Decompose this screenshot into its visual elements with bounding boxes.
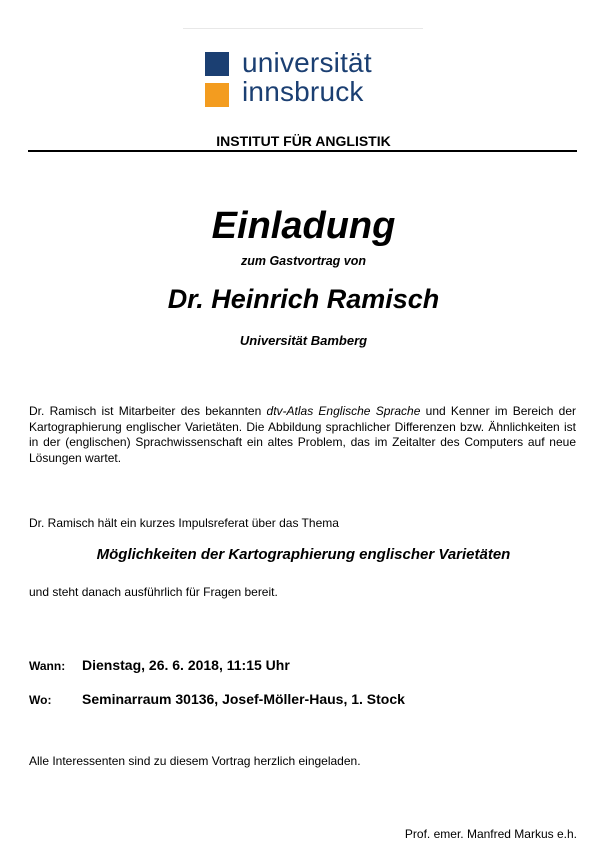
intro-text-after: und Kenner im Bereich der Kartographierung englischer Varietäten. Die Abbildung sprachlicher Differenzen bzw. Ähnlichkeiten ist in der (englischen) Sprachwissenschaft ein altes Problem, das im Zeitalter des Computers auf neue Lösungen wartet.	[29, 404, 576, 465]
talk-intro-text: Dr. Ramisch hält ein kurzes Impulsreferat über das Thema	[29, 516, 339, 530]
when-value: Dienstag, 26. 6. 2018, 11:15 Uhr	[82, 657, 290, 673]
closing-text: Alle Interessenten sind zu diesem Vortrag herzlich eingeladen.	[29, 754, 361, 768]
talk-topic: Möglichkeiten der Kartographierung englischer Varietäten	[96, 546, 511, 563]
logo-blue-square	[205, 52, 229, 76]
speaker-affiliation: Universität Bamberg	[239, 333, 368, 348]
intro-text-before: Dr. Ramisch ist Mitarbeiter des bekannten	[29, 404, 267, 418]
where-value: Seminarraum 30136, Josef-Möller-Haus, 1. Stock	[82, 691, 405, 707]
institute-name: INSTITUT FÜR ANGLISTIK	[216, 133, 391, 149]
where-label: Wo:	[29, 693, 52, 707]
header-divider-light	[183, 28, 423, 29]
book-title: dtv-Atlas Englische Sprache	[266, 404, 421, 418]
intro-paragraph	[29, 404, 576, 466]
logo-orange-square	[205, 83, 229, 107]
speaker-name: Dr. Heinrich Ramisch	[167, 284, 440, 314]
talk-outro-text: und steht danach ausführlich für Fragen bereit.	[29, 585, 278, 599]
when-label: Wann:	[29, 659, 66, 673]
signature: Prof. emer. Manfred Markus e.h.	[404, 827, 577, 841]
logo-text-line1: universität	[242, 47, 372, 78]
header-rule	[28, 150, 577, 152]
invitation-heading: Einladung	[211, 205, 396, 247]
university-logo	[205, 47, 415, 112]
logo-text-line2: innsbruck	[242, 76, 364, 107]
invitation-subheading: zum Gastvortrag von	[240, 254, 367, 268]
